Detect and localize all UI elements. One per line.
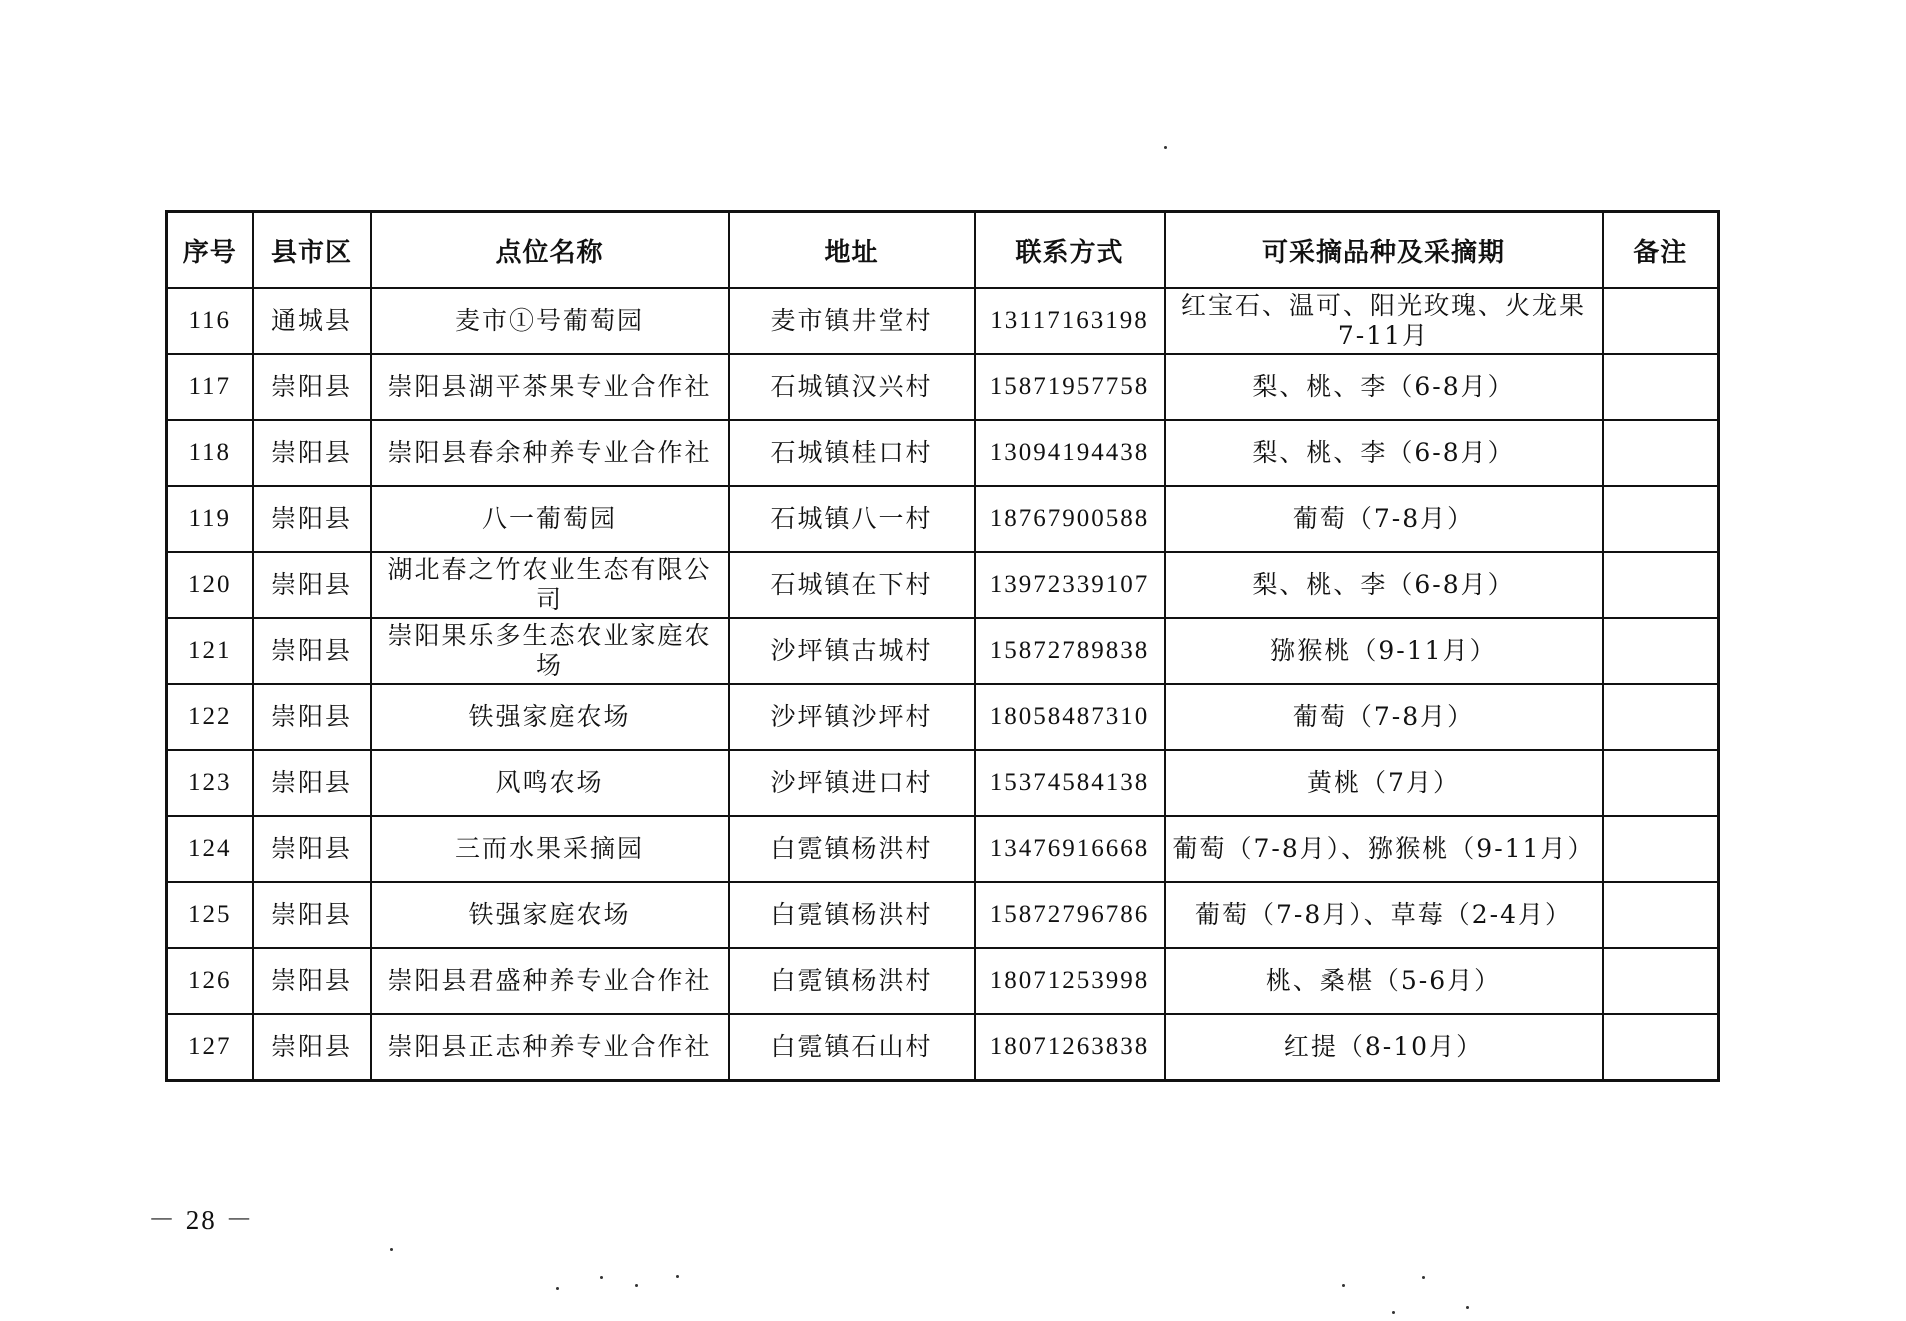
cell-serial: 117 (167, 354, 253, 420)
cell-phone: 15872789838 (975, 618, 1165, 684)
cell-address: 石城镇在下村 (729, 552, 975, 618)
cell-variety-period: 猕猴桃（9-11月） (1165, 618, 1603, 684)
cell-address: 石城镇桂口村 (729, 420, 975, 486)
cell-serial: 122 (167, 684, 253, 750)
cell-variety-period: 葡萄（7-8月） (1165, 486, 1603, 552)
table-row (167, 684, 1719, 750)
cell-address: 沙坪镇沙坪村 (729, 684, 975, 750)
cell-site-name: 铁强家庭农场 (371, 882, 729, 948)
scan-speck (556, 1287, 559, 1290)
cell-serial: 125 (167, 882, 253, 948)
cell-note (1603, 948, 1719, 1014)
table-row (167, 552, 1719, 618)
cell-phone: 15872796786 (975, 882, 1165, 948)
scan-speck (676, 1275, 679, 1278)
cell-variety-period: 桃、桑椹（5-6月） (1165, 948, 1603, 1014)
scan-speck (1164, 146, 1167, 149)
cell-variety-period: 葡萄（7-8月） (1165, 684, 1603, 750)
cell-site-name: 湖北春之竹农业生态有限公司 (371, 552, 729, 618)
cell-site-name: 风鸣农场 (371, 750, 729, 816)
cell-county: 崇阳县 (253, 684, 371, 750)
cell-county: 崇阳县 (253, 552, 371, 618)
cell-address: 沙坪镇进口村 (729, 750, 975, 816)
page-number: － 28 － (148, 1205, 255, 1235)
cell-county: 崇阳县 (253, 882, 371, 948)
cell-note (1603, 750, 1719, 816)
cell-serial: 119 (167, 486, 253, 552)
header-contact: 联系方式 (975, 212, 1165, 289)
cell-address: 白霓镇杨洪村 (729, 882, 975, 948)
cell-variety-period: 黄桃（7月） (1165, 750, 1603, 816)
cell-note (1603, 684, 1719, 750)
cell-county: 崇阳县 (253, 750, 371, 816)
cell-phone: 18071263838 (975, 1014, 1165, 1081)
cell-county: 崇阳县 (253, 618, 371, 684)
cell-site-name: 崇阳县春余种养专业合作社 (371, 420, 729, 486)
cell-site-name: 三而水果采摘园 (371, 816, 729, 882)
cell-note (1603, 882, 1719, 948)
cell-phone: 13476916668 (975, 816, 1165, 882)
cell-site-name: 崇阳县君盛种养专业合作社 (371, 948, 729, 1014)
table-row (167, 420, 1719, 486)
table-row (167, 882, 1719, 948)
cell-county: 崇阳县 (253, 486, 371, 552)
cell-phone: 15374584138 (975, 750, 1165, 816)
cell-serial: 123 (167, 750, 253, 816)
cell-site-name: 麦市①号葡萄园 (371, 288, 729, 354)
cell-county: 通城县 (253, 288, 371, 354)
cell-serial: 124 (167, 816, 253, 882)
cell-note (1603, 354, 1719, 420)
cell-address: 白霓镇杨洪村 (729, 816, 975, 882)
table-row (167, 486, 1719, 552)
cell-address: 白霓镇石山村 (729, 1014, 975, 1081)
cell-address: 麦市镇井堂村 (729, 288, 975, 354)
header-serial: 序号 (167, 212, 253, 289)
cell-county: 崇阳县 (253, 1014, 371, 1081)
cell-note (1603, 1014, 1719, 1081)
scan-speck (1392, 1311, 1395, 1314)
scan-speck (1342, 1284, 1345, 1287)
cell-variety-period: 红宝石、温可、阳光玫瑰、火龙果7-11月 (1165, 288, 1603, 354)
cell-site-name: 崇阳县湖平茶果专业合作社 (371, 354, 729, 420)
cell-county: 崇阳县 (253, 354, 371, 420)
cell-note (1603, 288, 1719, 354)
cell-serial: 127 (167, 1014, 253, 1081)
table-header-row (167, 212, 1719, 289)
cell-address: 石城镇汉兴村 (729, 354, 975, 420)
table-row (167, 618, 1719, 684)
cell-variety-period: 梨、桃、李（6-8月） (1165, 354, 1603, 420)
cell-phone: 13094194438 (975, 420, 1165, 486)
table-row (167, 750, 1719, 816)
cell-serial: 121 (167, 618, 253, 684)
picking-sites-table (165, 210, 1720, 1082)
cell-phone: 13972339107 (975, 552, 1165, 618)
cell-county: 崇阳县 (253, 420, 371, 486)
scan-speck (600, 1276, 603, 1279)
scan-speck (390, 1248, 393, 1251)
cell-county: 崇阳县 (253, 948, 371, 1014)
cell-note (1603, 618, 1719, 684)
cell-site-name: 铁强家庭农场 (371, 684, 729, 750)
cell-serial: 126 (167, 948, 253, 1014)
header-address: 地址 (729, 212, 975, 289)
cell-serial: 116 (167, 288, 253, 354)
cell-address: 白霓镇杨洪村 (729, 948, 975, 1014)
cell-address: 沙坪镇古城村 (729, 618, 975, 684)
cell-phone: 13117163198 (975, 288, 1165, 354)
cell-address: 石城镇八一村 (729, 486, 975, 552)
cell-phone: 18071253998 (975, 948, 1165, 1014)
cell-variety-period: 梨、桃、李（6-8月） (1165, 552, 1603, 618)
cell-serial: 118 (167, 420, 253, 486)
table-row (167, 288, 1719, 354)
header-variety-period: 可采摘品种及采摘期 (1165, 212, 1603, 289)
scan-speck (1422, 1276, 1425, 1279)
cell-site-name: 八一葡萄园 (371, 486, 729, 552)
cell-site-name: 崇阳果乐多生态农业家庭农场 (371, 618, 729, 684)
cell-variety-period: 葡萄（7-8月）、猕猴桃（9-11月） (1165, 816, 1603, 882)
header-site-name: 点位名称 (371, 212, 729, 289)
table-row (167, 948, 1719, 1014)
cell-note (1603, 486, 1719, 552)
cell-phone: 18767900588 (975, 486, 1165, 552)
cell-phone: 18058487310 (975, 684, 1165, 750)
cell-note (1603, 552, 1719, 618)
table-row (167, 1014, 1719, 1081)
table-row (167, 816, 1719, 882)
cell-site-name: 崇阳县正志种养专业合作社 (371, 1014, 729, 1081)
cell-note (1603, 420, 1719, 486)
cell-county: 崇阳县 (253, 816, 371, 882)
cell-serial: 120 (167, 552, 253, 618)
scan-speck (1466, 1306, 1469, 1309)
header-county: 县市区 (253, 212, 371, 289)
cell-note (1603, 816, 1719, 882)
header-note: 备注 (1603, 212, 1719, 289)
cell-variety-period: 葡萄（7-8月）、草莓（2-4月） (1165, 882, 1603, 948)
table-row (167, 354, 1719, 420)
cell-variety-period: 梨、桃、李（6-8月） (1165, 420, 1603, 486)
cell-variety-period: 红提（8-10月） (1165, 1014, 1603, 1081)
cell-phone: 15871957758 (975, 354, 1165, 420)
scan-speck (635, 1284, 638, 1287)
